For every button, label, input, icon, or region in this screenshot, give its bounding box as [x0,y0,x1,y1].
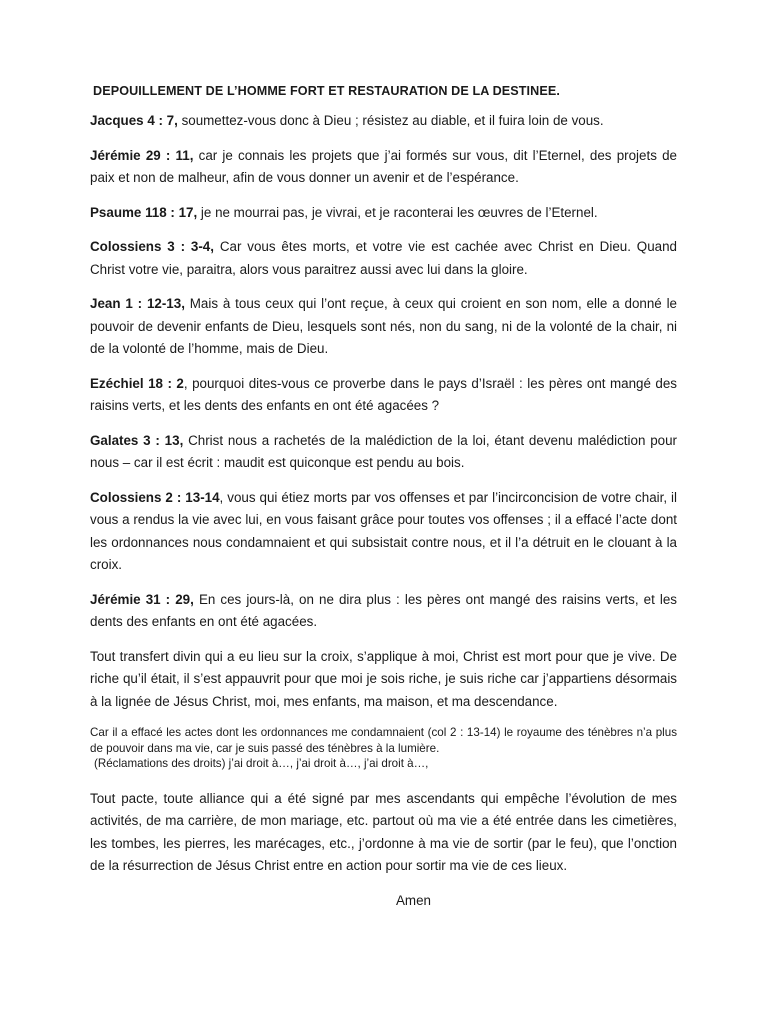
document-page [90,84,677,912]
verse-reference: Jean 1 : 12-13, [90,296,185,311]
verse-text: je ne mourrai pas, je vivrai, et je raconterai les œuvres de l’Eternel. [197,204,598,220]
verse-colossiens-3 [90,236,677,281]
verse-text: car je connais les projets que j’ai formés sur vous, dit l’Eternel, des projets de paix et non de malheur, afin de vous donner un avenir et de l’espérance. [90,147,677,185]
verse-reference: Ezéchiel 18 : 2 [90,375,184,391]
verse-text: En ces jours-là, on ne dira plus : les pères ont mangé des raisins verts, et les dents des enfants en ont été agacées. [90,591,677,629]
verse-reference: Jérémie 31 : 29, [90,591,194,607]
verse-jean [90,293,677,361]
verse-colossiens-2 [90,487,677,577]
closing-amen: Amen [396,892,431,908]
verse-text: , pourquoi dites-vous ce proverbe dans le pays d’Israël : les pères ont mangé des raisins verts, et les dents des enfants en ont été agacées ? [90,375,677,413]
verse-reference: Galates 3 : 13, [90,432,184,448]
verse-jeremie-29 [90,145,677,190]
small-claims-line: (Réclamations des droits) j’ai droit à…, j’ai droit à…, j’ai droit à…, [94,757,429,770]
verse-text: Christ nous a rachetés de la malédiction de la loi, étant devenu malédiction pour nous – car il est écrit : maudit est quiconque est pendu au bois. [90,432,677,470]
verse-reference: Jacques 4 : 7, [90,113,178,128]
verse-psaume [90,202,677,225]
paragraph-transfer: Tout transfert divin qui a eu lieu sur la croix, s’applique à moi, Christ est mort pour que je vive. De riche qu’il était, il s’est appauvrit pour que moi je sois riche, je suis riche car j’appartiens désormais à la lignée de Jésus Christ, moi, mes enfants, ma maison, et ma descendance. [90,648,677,709]
document-title: DEPOUILLEMENT DE L’HOMME FORT ET RESTAURATION DE LA DESTINEE. [93,84,560,98]
verse-jacques [90,110,677,133]
verse-text: , vous qui étiez morts par vos offenses et par l’incirconcision de votre chair, il vous a rendus la vie avec lui, en vous faisant grâce pour toutes vos offenses ; il a effacé l’acte dont les ordonnances nous condamnaient et qui subsistait contre nous, et il l’a détruit en le clouant à la croix. [90,489,677,572]
verse-text: soumettez-vous donc à Dieu ; résistez au diable, et il fuira loin de vous. [177,113,604,128]
verse-galates [90,430,677,475]
verse-reference: Colossiens 3 : 3-4, [90,239,214,254]
paragraph-pacte: Tout pacte, toute alliance qui a été signé par mes ascendants qui empêche l’évolution de mes activités, de ma carrière, de mon mariage, etc. partout où ma vie a été entrée dans les cimetières, les tombes, les pierres, les marécages, etc., j’ordonne à ma vie de sortir (par le feu), que l’onction de la résurrection de Jésus Christ entre en action pour sortir ma vie de ces lieux. [90,790,677,873]
small-paragraph: Car il a effacé les actes dont les ordonnances me condamnaient (col 2 : 13-14) le royaume des ténèbres n’a plus de pouvoir dans ma vie, car je suis passé des ténèbres à la lumière. [90,726,677,755]
verse-text: Mais à tous ceux qui l’ont reçue, à ceux qui croient en son nom, elle a donné le pouvoir de devenir enfants de Dieu, lesquels sont nés, non du sang, ni de la volonté de la chair, ni de la volonté de l’homme, mais de Dieu. [90,296,677,356]
verse-jeremie-31 [90,589,677,634]
verse-reference: Colossiens 2 : 13-14 [90,489,220,505]
verse-reference: Psaume 118 : 17, [90,204,198,220]
verse-text: Car vous êtes morts, et votre vie est cachée avec Christ en Dieu. Quand Christ votre vie, paraitra, alors vous paraitrez aussi avec lui dans la gloire. [90,239,677,277]
verse-reference: Jérémie 29 : 11, [90,147,194,163]
verse-ezechiel [90,373,677,418]
